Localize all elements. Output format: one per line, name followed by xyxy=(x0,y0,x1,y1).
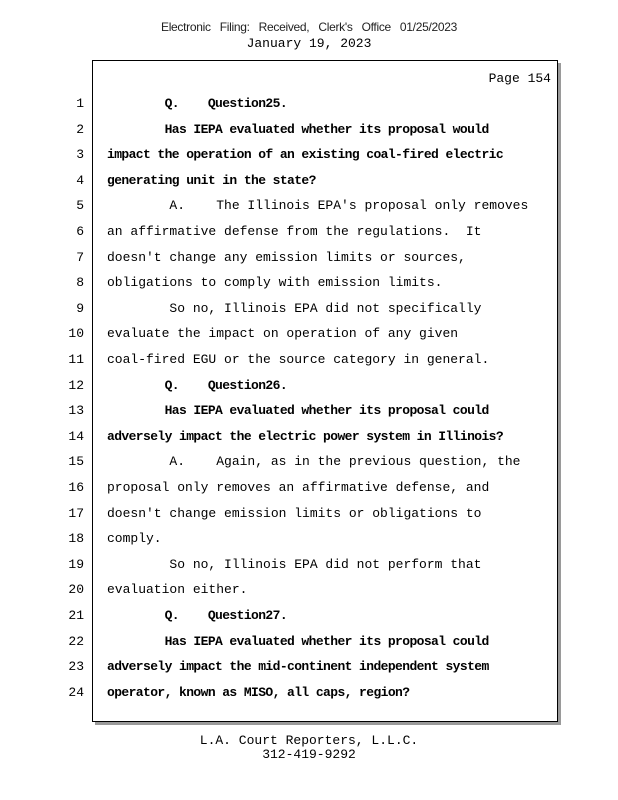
line-number: 6 xyxy=(76,224,84,239)
line-number: 5 xyxy=(76,198,84,213)
line-number: 14 xyxy=(68,429,84,444)
line-number: 19 xyxy=(68,557,84,572)
line-text: A. The Illinois EPA's proposal only removes xyxy=(107,198,529,213)
line-number: 21 xyxy=(68,608,84,623)
line-text: doesn't change any emission limits or sources, xyxy=(107,250,466,265)
line-number: 10 xyxy=(68,326,84,341)
line-text: Q. Question27. xyxy=(107,608,288,623)
line-text: adversely impact the electric power system in Illinois? xyxy=(107,429,504,444)
line-number: 13 xyxy=(68,403,84,418)
line-number: 1 xyxy=(76,96,84,111)
line-text: adversely impact the mid-continent independent system xyxy=(107,659,489,674)
line-number: 24 xyxy=(68,685,84,700)
line-number: 8 xyxy=(76,275,84,290)
line-number: 12 xyxy=(68,378,84,393)
line-text: coal-fired EGU or the source category in general. xyxy=(107,352,490,367)
line-text: Has IEPA evaluated whether its proposal could xyxy=(107,634,489,649)
line-text: operator, known as MISO, all caps, region? xyxy=(107,685,410,700)
line-number: 18 xyxy=(68,531,84,546)
line-text: Q. Question25. xyxy=(107,96,288,111)
transcript-date: January 19, 2023 xyxy=(246,36,372,51)
line-number: 9 xyxy=(76,301,84,316)
line-text: So no, Illinois EPA did not perform that xyxy=(107,557,482,572)
line-text: Has IEPA evaluated whether its proposal would xyxy=(107,122,489,137)
line-number: 15 xyxy=(68,454,84,469)
line-text: evaluate the impact on operation of any given xyxy=(107,326,459,341)
page-number: Page 154 xyxy=(488,71,551,86)
line-text: A. Again, as in the previous question, the xyxy=(107,454,521,469)
line-number: 7 xyxy=(76,250,84,265)
line-number: 4 xyxy=(76,173,84,188)
line-text: obligations to comply with emission limits. xyxy=(107,275,443,290)
line-text: Q. Question26. xyxy=(107,378,288,393)
line-text: an affirmative defense from the regulations. It xyxy=(107,224,482,239)
line-text: comply. xyxy=(107,531,162,546)
line-number: 20 xyxy=(68,582,84,597)
reporter-phone: 312-419-9292 xyxy=(262,747,356,762)
line-text: impact the operation of an existing coal-fired electric xyxy=(107,147,504,162)
line-text: So no, Illinois EPA did not specifically xyxy=(107,301,482,316)
filing-stamp: Electronic Filing: Received, Clerk's Office 01/25/2023 xyxy=(160,20,457,34)
line-number: 11 xyxy=(68,352,84,367)
line-number: 16 xyxy=(68,480,84,495)
line-number: 2 xyxy=(76,122,84,137)
line-number: 17 xyxy=(68,506,84,521)
line-number: 23 xyxy=(68,659,84,674)
reporter-company: L.A. Court Reporters, L.L.C. xyxy=(199,733,419,748)
line-text: generating unit in the state? xyxy=(107,173,316,188)
line-text: Has IEPA evaluated whether its proposal could xyxy=(107,403,489,418)
line-text: proposal only removes an affirmative defense, and xyxy=(107,480,490,495)
line-number: 3 xyxy=(76,147,84,162)
line-text: doesn't change emission limits or obligations to xyxy=(107,506,482,521)
line-text: evaluation either. xyxy=(107,582,248,597)
line-number: 22 xyxy=(68,634,84,649)
